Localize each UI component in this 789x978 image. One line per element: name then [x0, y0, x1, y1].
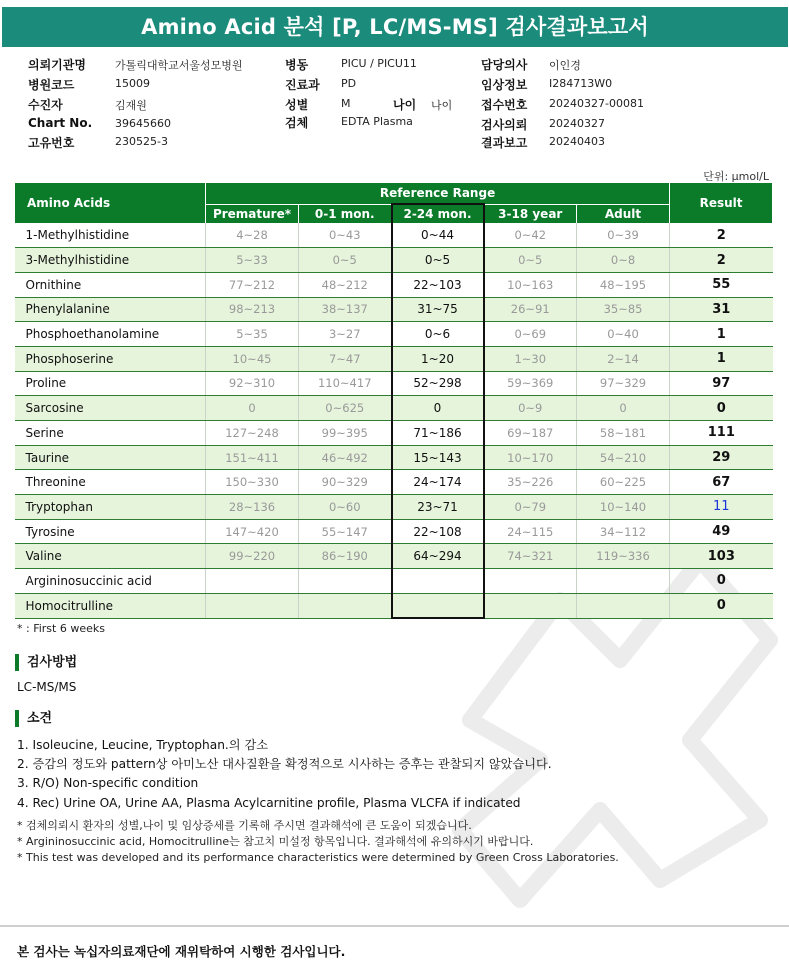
specimen-value: EDTA Plasma: [341, 115, 413, 128]
amino-acid-table: [14, 183, 773, 619]
finding-item: 3. R/O) Non-specific condition: [17, 776, 199, 791]
reference-range-cell: 127~248: [206, 421, 299, 446]
unique-value: 230525-3: [115, 135, 168, 148]
amino-acid-name: Argininosuccinic acid: [15, 569, 206, 594]
reference-range-cell: 98~213: [206, 297, 299, 322]
reference-range-cell: 0: [206, 396, 299, 421]
age-value: 나이: [431, 99, 453, 112]
reference-range-cell: 34~112: [577, 519, 670, 544]
table-row: [15, 495, 773, 520]
amino-acid-name: 1-Methylhistidine: [15, 223, 206, 248]
code-label: 병원코드: [28, 78, 75, 92]
footer-statement: 본 검사는 녹십자의료재단에 재위탁하여 시행한 검사입니다.: [17, 944, 346, 959]
table-row: [15, 470, 773, 495]
table-row: [15, 371, 773, 396]
result-cell: 11: [670, 495, 773, 520]
table-row: [15, 396, 773, 421]
header-reference-range: Reference Range: [206, 183, 670, 204]
result-cell: 97: [670, 371, 773, 396]
finding-item: 1. Isoleucine, Leucine, Tryptophan.의 감소: [17, 738, 268, 752]
reference-range-cell: 0~42: [484, 223, 577, 248]
receipt-label: 접수번호: [481, 98, 528, 112]
findings-heading: 소견: [15, 710, 52, 727]
code-value: 15009: [115, 77, 150, 90]
amino-acid-name: Phenylalanine: [15, 297, 206, 322]
clinical-label: 임상정보: [481, 78, 528, 92]
reference-range-cell: 35~85: [577, 297, 670, 322]
amino-acid-name: Tyrosine: [15, 519, 206, 544]
reference-range-cell: 0~5: [484, 248, 577, 273]
header-3-18-year: 3-18 year: [484, 204, 577, 223]
reference-range-cell: 147~420: [206, 519, 299, 544]
reference-range-cell: 15~143: [392, 445, 484, 470]
reference-range-cell: 74~321: [484, 544, 577, 569]
reference-range-cell: 90~329: [299, 470, 392, 495]
reference-range-cell: 52~298: [392, 371, 484, 396]
table-row: [15, 445, 773, 470]
age-label: 나이: [393, 98, 417, 112]
reference-range-cell: [299, 569, 392, 594]
reference-range-cell: 5~33: [206, 248, 299, 273]
reference-range-cell: 60~225: [577, 470, 670, 495]
patient-label: 수진자: [28, 98, 63, 112]
result-cell: 2: [670, 223, 773, 248]
reference-range-cell: 0: [392, 396, 484, 421]
patient-value: 김재원: [115, 99, 147, 112]
reference-range-cell: 0~9: [484, 396, 577, 421]
reference-range-cell: 4~28: [206, 223, 299, 248]
reference-range-cell: 10~140: [577, 495, 670, 520]
header-result: Result: [670, 183, 773, 223]
reference-range-cell: 22~108: [392, 519, 484, 544]
request-label: 검사의뢰: [481, 118, 528, 132]
findings-list: [17, 736, 552, 813]
amino-acid-table-body: [15, 223, 773, 618]
amino-acid-name: Tryptophan: [15, 495, 206, 520]
result-cell: 2: [670, 248, 773, 273]
reference-range-cell: 22~103: [392, 272, 484, 297]
amino-acid-name: Valine: [15, 544, 206, 569]
header-2-24-mon: 2-24 mon.: [392, 204, 484, 223]
reference-range-cell: 69~187: [484, 421, 577, 446]
reference-range-cell: 1~20: [392, 346, 484, 371]
reference-range-cell: 92~310: [206, 371, 299, 396]
report-date-value: 20240403: [549, 135, 605, 148]
result-cell: 0: [670, 396, 773, 421]
result-cell: 111: [670, 421, 773, 446]
amino-acid-name: Threonine: [15, 470, 206, 495]
reference-range-cell: 0~39: [577, 223, 670, 248]
result-cell: 31: [670, 297, 773, 322]
amino-acid-name: Proline: [15, 371, 206, 396]
amino-acid-name: Phosphoserine: [15, 346, 206, 371]
reference-range-cell: 5~35: [206, 322, 299, 347]
reference-range-cell: 0~8: [577, 248, 670, 273]
result-cell: 67: [670, 470, 773, 495]
ward-label: 병동: [285, 58, 309, 72]
reference-range-cell: 64~294: [392, 544, 484, 569]
result-cell: 1: [670, 346, 773, 371]
reference-range-cell: 58~181: [577, 421, 670, 446]
table-row: [15, 421, 773, 446]
reference-range-cell: [392, 593, 484, 618]
table-row: [15, 544, 773, 569]
reference-range-cell: 55~147: [299, 519, 392, 544]
receipt-value: 20240327-00081: [549, 97, 644, 110]
unit-label: 단위: μmol/L: [703, 170, 769, 183]
reference-range-cell: 77~212: [206, 272, 299, 297]
reference-range-cell: [577, 593, 670, 618]
result-cell: 0: [670, 569, 773, 594]
amino-acid-name: Ornithine: [15, 272, 206, 297]
reference-range-cell: 24~174: [392, 470, 484, 495]
reference-range-cell: 0~40: [577, 322, 670, 347]
table-row: [15, 297, 773, 322]
reference-range-cell: 28~136: [206, 495, 299, 520]
dept-label: 진료과: [285, 78, 320, 92]
sex-value: M: [341, 97, 351, 110]
result-cell: 1: [670, 322, 773, 347]
reference-range-cell: 0~43: [299, 223, 392, 248]
specimen-label: 검체: [285, 116, 309, 130]
reference-range-cell: 0~5: [392, 248, 484, 273]
reference-range-cell: 0~79: [484, 495, 577, 520]
reference-range-cell: 59~369: [484, 371, 577, 396]
reference-range-cell: 151~411: [206, 445, 299, 470]
hospital-label: 의뢰기관명: [28, 58, 86, 72]
reference-range-cell: 0~60: [299, 495, 392, 520]
reference-range-cell: 48~195: [577, 272, 670, 297]
reference-range-cell: 31~75: [392, 297, 484, 322]
chart-value: 39645660: [115, 117, 171, 130]
table-row: [15, 519, 773, 544]
footer-divider: [0, 925, 789, 927]
amino-acid-name: Taurine: [15, 445, 206, 470]
reference-range-cell: 0~5: [299, 248, 392, 273]
reference-range-cell: [206, 593, 299, 618]
reference-range-cell: 71~186: [392, 421, 484, 446]
reference-range-cell: [577, 569, 670, 594]
reference-range-cell: 0~6: [392, 322, 484, 347]
dept-value: PD: [341, 77, 357, 90]
reference-range-cell: 35~226: [484, 470, 577, 495]
unique-label: 고유번호: [28, 136, 75, 150]
table-row: [15, 248, 773, 273]
result-cell: 49: [670, 519, 773, 544]
reference-range-cell: [299, 593, 392, 618]
header-premature: Premature*: [206, 204, 299, 223]
reference-range-cell: 110~417: [299, 371, 392, 396]
header-adult: Adult: [577, 204, 670, 223]
amino-acid-name: Serine: [15, 421, 206, 446]
reference-range-cell: 1~30: [484, 346, 577, 371]
doctor-value: 이인경: [549, 59, 581, 72]
header-amino-acids: Amino Acids: [15, 183, 206, 223]
reference-range-cell: 24~115: [484, 519, 577, 544]
reference-range-cell: 10~163: [484, 272, 577, 297]
report-date-label: 결과보고: [481, 136, 528, 150]
reference-range-cell: [484, 593, 577, 618]
reference-range-cell: [484, 569, 577, 594]
reference-range-cell: 0: [577, 396, 670, 421]
sex-label: 성별: [285, 98, 309, 112]
method-text: LC-MS/MS: [17, 680, 77, 694]
reference-range-cell: 0~625: [299, 396, 392, 421]
report-title: Amino Acid 분석 [P, LC/MS-MS] 검사결과보고서: [2, 7, 788, 47]
amino-acid-name: Phosphoethanolamine: [15, 322, 206, 347]
amino-acid-name: Homocitrulline: [15, 593, 206, 618]
reference-range-cell: 46~492: [299, 445, 392, 470]
chart-label: Chart No.: [28, 116, 93, 130]
reference-range-cell: 0~44: [392, 223, 484, 248]
table-row: [15, 569, 773, 594]
reference-range-cell: 119~336: [577, 544, 670, 569]
header-0-1-mon: 0-1 mon.: [299, 204, 392, 223]
finding-item: 2. 증감의 정도와 pattern상 아미노산 대사질환을 확정적으로 시사하는 증후는 관찰되지 않았습니다.: [17, 757, 552, 772]
amino-acid-name: 3-Methylhistidine: [15, 248, 206, 273]
table-row: [15, 223, 773, 248]
reference-range-cell: 10~170: [484, 445, 577, 470]
reference-range-cell: 86~190: [299, 544, 392, 569]
table-footnote: * : First 6 weeks: [17, 622, 105, 635]
reference-range-cell: 48~212: [299, 272, 392, 297]
reference-range-cell: 97~329: [577, 371, 670, 396]
clinical-value: I284713W0: [549, 77, 613, 90]
result-cell: 0: [670, 593, 773, 618]
method-heading: 검사방법: [15, 654, 77, 671]
table-row: [15, 346, 773, 371]
result-cell: 29: [670, 445, 773, 470]
notes-list: [17, 818, 619, 866]
result-cell: 55: [670, 272, 773, 297]
finding-item: 4. Rec) Urine OA, Urine AA, Plasma Acylcarnitine profile, Plasma VLCFA if indicated: [17, 795, 521, 810]
patient-info: [0, 56, 789, 156]
reference-range-cell: 99~220: [206, 544, 299, 569]
reference-range-cell: 10~45: [206, 346, 299, 371]
hospital-value: 가톨릭대학교서울성모병원: [115, 59, 243, 72]
note-item: * This test was developed and its performance characteristics were determined by Green Cross Laboratories.: [17, 851, 619, 864]
table-row: [15, 272, 773, 297]
amino-acid-name: Sarcosine: [15, 396, 206, 421]
reference-range-cell: 7~47: [299, 346, 392, 371]
reference-range-cell: [206, 569, 299, 594]
note-item: * 검체의뢰시 환자의 성별,나이 및 임상증세를 기록해 주시면 결과해석에 큰 도움이 되겠습니다.: [17, 819, 472, 832]
reference-range-cell: 54~210: [577, 445, 670, 470]
reference-range-cell: 26~91: [484, 297, 577, 322]
request-value: 20240327: [549, 117, 605, 130]
table-row: [15, 593, 773, 618]
note-item: * Argininosuccinic acid, Homocitrulline는 참고치 미설정 항목입니다. 결과해석에 유의하시기 바랍니다.: [17, 835, 534, 848]
reference-range-cell: 38~137: [299, 297, 392, 322]
reference-range-cell: 0~69: [484, 322, 577, 347]
reference-range-cell: 99~395: [299, 421, 392, 446]
reference-range-cell: [392, 569, 484, 594]
result-cell: 103: [670, 544, 773, 569]
table-row: [15, 322, 773, 347]
reference-range-cell: 23~71: [392, 495, 484, 520]
ward-value: PICU / PICU11: [341, 57, 417, 70]
reference-range-cell: 2~14: [577, 346, 670, 371]
reference-range-cell: 150~330: [206, 470, 299, 495]
doctor-label: 담당의사: [481, 58, 528, 72]
reference-range-cell: 3~27: [299, 322, 392, 347]
